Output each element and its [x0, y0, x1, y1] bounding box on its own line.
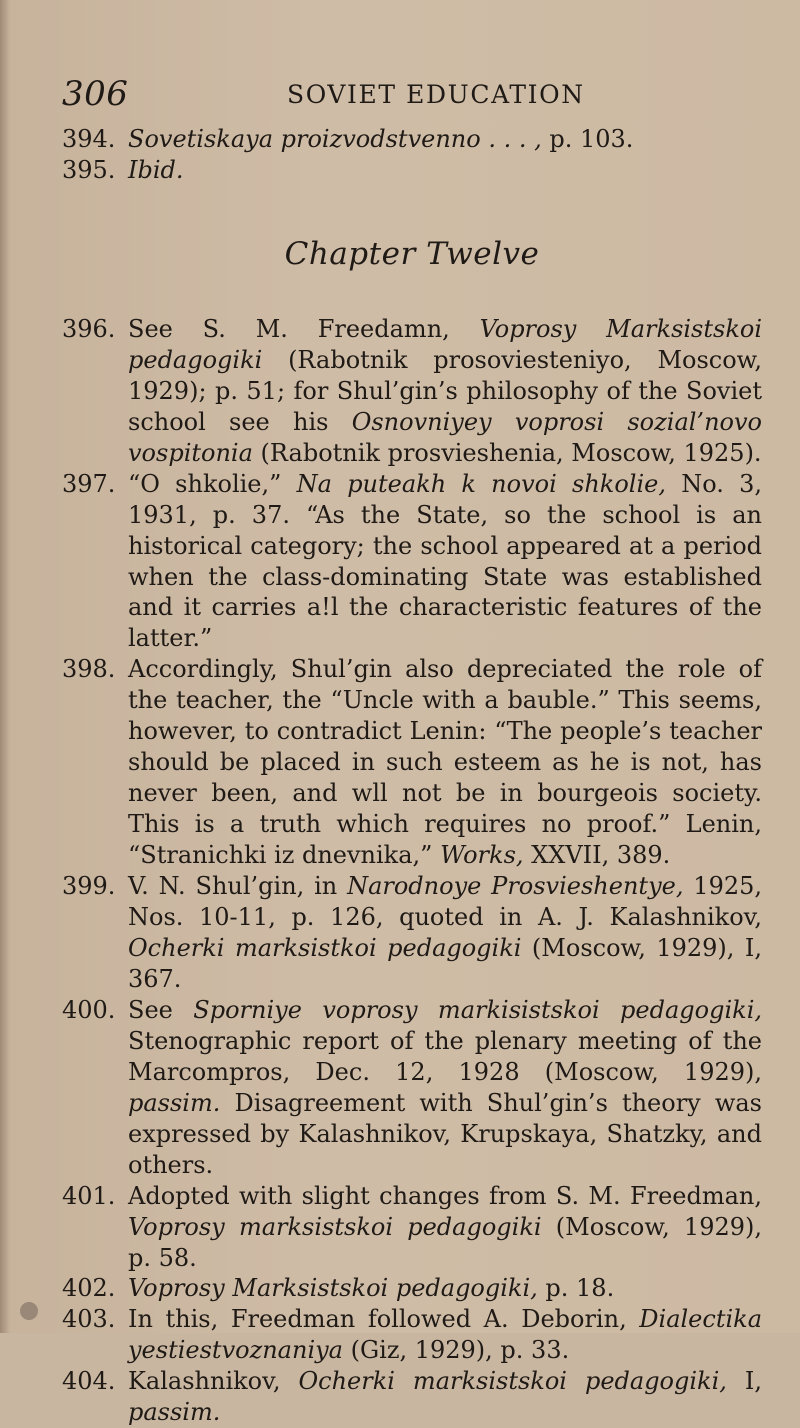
note-text: Voprosy Marksistskoi pedagogiki, p. 18.: [128, 1274, 615, 1303]
note-number: 404.: [62, 1367, 116, 1396]
note-text: V. N. Shul’gin, in Narodnoye Prosvieshentye, 1925, Nos. 10-11, p. 126, quoted in A. J. Kalashnikov, Ocherki marksistkoi pedagogiki (Moscow, 1929), I, 367.: [128, 872, 762, 993]
page-header: [62, 74, 762, 114]
note-number: 395.: [62, 155, 116, 184]
page-gutter-shadow: [0, 0, 10, 1333]
note-text: In this, Freedman followed A. Deborin, Dialectika yestiestvoznaniya (Giz, 1929), p. 33.: [128, 1305, 762, 1365]
note-text: Kalashnikov, Ocherki marksistskoi pedagogiki, I, passim.: [128, 1367, 762, 1427]
running-title: SOVIET EDUCATION: [287, 80, 585, 109]
note-text: [128, 155, 762, 186]
note-402: [62, 1273, 762, 1304]
note-number: 403.: [62, 1305, 116, 1334]
note-number: 401.: [62, 1181, 116, 1210]
note-number: 396.: [62, 314, 116, 343]
note-text-italic: Ibid.: [128, 155, 184, 184]
note-text: “O shkolie,” Na puteakh k novoi shkolie, No. 3, 1931, p. 37. “As the State, so the school is an historical category; the school appeared at a period when the class-dominating State was established and it carries a!l the characteristic features of the latter.”: [128, 469, 762, 653]
note-number: 397.: [62, 469, 116, 498]
note-text: See S. M. Freedamn, Voprosy Marksistskoi pedagogiki (Rabotnik prosoviesteniyo, Moscow, 1929); p. 51; for Shul’gin’s philosophy of the Soviet school see his Osnovniyey voprosi sozial’novo vospitonia (Rabotnik prosvieshenia, Moscow, 1925).: [128, 314, 763, 467]
note-399: [62, 871, 762, 995]
page-blemish: [20, 1302, 38, 1320]
note-number: 400.: [62, 995, 116, 1024]
note-394: [62, 124, 762, 155]
note-number: 399.: [62, 872, 116, 901]
note-text: Accordingly, Shul’gin also depreciated the role of the teacher, the “Uncle with a bauble.” This seems, however, to contradict Lenin: “The people’s teacher should be placed in such esteem as he is not, has never been, and wll not be in bourgeois society. This is a truth which requires no proof.” Lenin, “Stranichki iz dnevnika,” Works, XXVII, 389.: [128, 655, 762, 870]
page-number: 306: [62, 74, 129, 114]
note-number: 398.: [62, 655, 116, 684]
note-403: [62, 1304, 762, 1366]
note-400: [62, 995, 762, 1181]
note-text: Sovetiskaya proizvodstvenno . . . , p. 103.: [128, 125, 634, 153]
note-401: [62, 1181, 762, 1274]
note-number: 402.: [62, 1274, 116, 1303]
note-404: [62, 1366, 762, 1428]
note-395: [62, 155, 762, 186]
note-number: 394.: [62, 125, 116, 153]
endnotes: [62, 124, 762, 1428]
note-398: [62, 654, 762, 871]
chapter-title: Chapter Twelve: [284, 235, 540, 272]
note-text: See Sporniye voprosy markisistskoi pedagogiki, Stenographic report of the plenary meeting of the Marcompros, Dec. 12, 1928 (Moscow, 1929), passim. Disagreement with Shul’gin’s theory was expressed by Kalashnikov, Krupskaya, Shatzky, and others.: [128, 995, 762, 1179]
note-396: [62, 314, 762, 469]
note-text-italic: Sovetiskaya proizvodstvenno . . . ,: [128, 125, 542, 153]
note-397: [62, 469, 762, 655]
note-text: Adopted with slight changes from S. M. Freedman, Voprosy marksistskoi pedagogiki (Moscow, 1929), p. 58.: [128, 1181, 763, 1272]
